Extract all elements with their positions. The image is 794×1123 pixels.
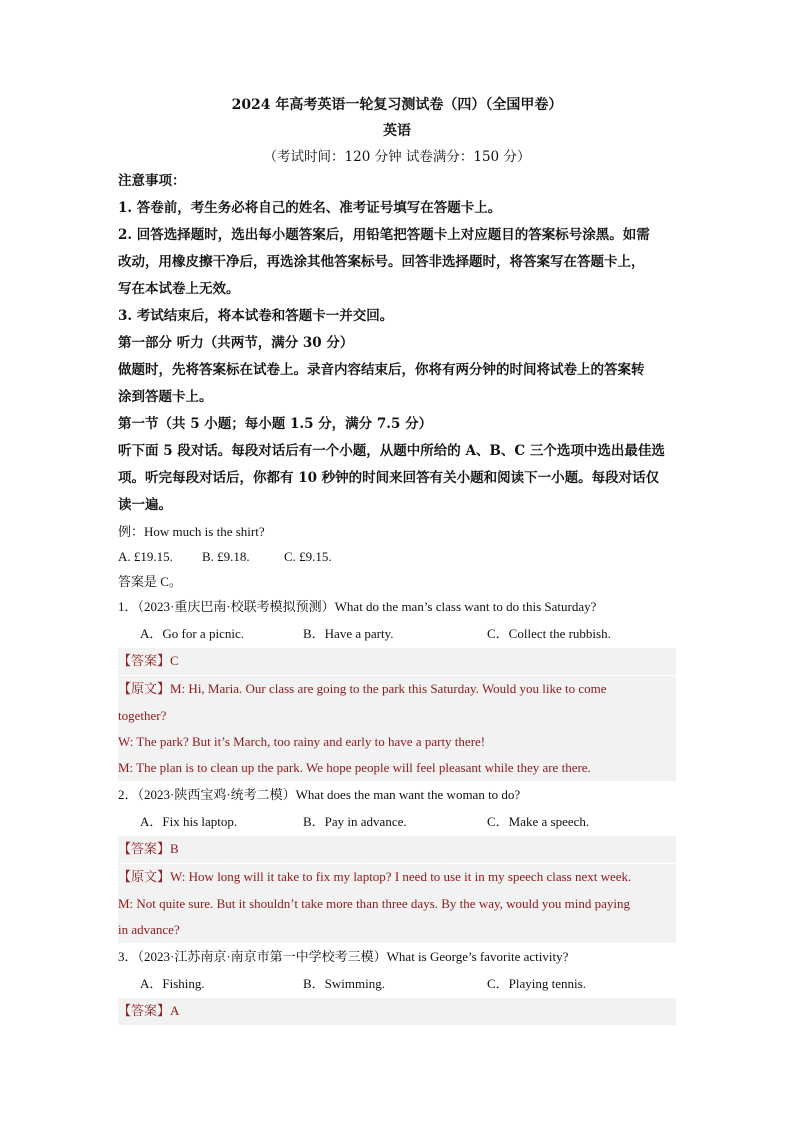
note-line: 2. 回答选择题时，选出每小题答案后，用铅笔把答题卡上对应题目的答案标号涂黑。如需 <box>118 227 650 243</box>
part1-instruction: 涂到答题卡上。 <box>118 389 213 405</box>
transcript-line: W: The park? But it’s March, too rainy and early to have a party there! <box>118 734 486 749</box>
transcript-line: in advance? <box>118 922 180 937</box>
option-c: C．Playing tennis. <box>487 976 586 991</box>
question-options <box>118 808 676 835</box>
example-answer: 答案是 C。 <box>118 574 182 589</box>
transcript-line: together? <box>118 708 167 723</box>
transcript-line: M: The plan is to clean up the park. We hope people will feel pleasant while they are there. <box>118 760 591 775</box>
example-option-a: A. £19.15. <box>118 549 173 564</box>
notes-heading: 注意事项： <box>118 173 186 189</box>
answer-block <box>118 648 676 675</box>
example-option-b: B. £9.18. <box>202 549 250 564</box>
answer-line <box>118 648 676 675</box>
option-b: B．Have a party. <box>303 626 394 641</box>
question-stem: 2．（2023·陕西宝鸡·统考二模）What does the man want the woman to do? <box>118 787 521 802</box>
question-stem: 1．（2023·重庆巴南·校联考模拟预测）What do the man’s class want to do this Saturday? <box>118 599 597 614</box>
section1-heading: 第一节（共 5 小题；每小题 1.5 分，满分 7.5 分） <box>118 416 433 432</box>
option-c: C．Collect the rubbish. <box>487 626 611 641</box>
question-stem: 3．（2023·江苏南京·南京市第一中学校考三模）What is George’s favorite activity? <box>118 949 569 964</box>
answer-block <box>118 836 676 863</box>
page-title: 2024 年高考英语一轮复习测试卷（四）（全国甲卷） <box>231 97 563 113</box>
exam-info: （考试时间：120 分钟 试卷满分：150 分） <box>263 149 531 165</box>
question-options <box>118 970 676 997</box>
example-question: 例：How much is the shirt? <box>118 524 265 539</box>
transcript-block <box>118 676 676 781</box>
example-options <box>118 544 676 569</box>
answer-value: A <box>170 1003 180 1018</box>
option-b: B．Swimming. <box>303 976 385 991</box>
transcript-block <box>118 864 676 943</box>
part1-heading: 第一部分 听力（共两节，满分 30 分） <box>118 335 354 351</box>
transcript-line <box>118 864 676 891</box>
answer-value: C <box>170 653 179 668</box>
transcript-tag: 【原文】 <box>118 870 171 885</box>
option-a: A．Fix his laptop. <box>140 814 238 829</box>
example-option-c: C. £9.15. <box>284 549 332 564</box>
section1-instruction: 听下面 5 段对话。每段对话后有一个小题，从题中所给的 A、B、C 三个选项中选出最佳选 <box>118 443 665 459</box>
question-options <box>118 620 676 647</box>
option-c: C．Make a speech. <box>487 814 590 829</box>
answer-tag: 【答案】 <box>118 842 171 857</box>
option-a: A．Go for a picnic. <box>140 626 244 641</box>
transcript-text: W: How long will it take to fix my laptop? I need to use it in my speech class next week. <box>170 869 632 884</box>
transcript-line <box>118 676 676 703</box>
answer-tag: 【答案】 <box>118 654 171 669</box>
section1-instruction: 项。听完每段对话后，你都有 10 秒钟的时间来回答有关小题和阅读下一小题。每段对话仅 <box>118 470 660 486</box>
section1-instruction: 读一遍。 <box>118 497 172 513</box>
answer-block <box>118 998 676 1025</box>
subject-title: 英语 <box>383 123 411 139</box>
option-a: A．Fishing. <box>140 976 205 991</box>
part1-instruction: 做题时，先将答案标在试卷上。录音内容结束后，你将有两分钟的时间将试卷上的答案转 <box>118 362 645 378</box>
answer-line <box>118 998 676 1025</box>
answer-tag: 【答案】 <box>118 1004 171 1019</box>
note-line: 写在本试卷上无效。 <box>118 281 240 297</box>
answer-value: B <box>170 841 179 856</box>
note-line: 3. 考试结束后，将本试卷和答题卡一并交回。 <box>118 308 394 324</box>
note-line: 1. 答卷前，考生务必将自己的姓名、准考证号填写在答题卡上。 <box>118 200 502 216</box>
option-b: B．Pay in advance. <box>303 814 407 829</box>
transcript-text: M: Hi, Maria. Our class are going to the park this Saturday. Would you like to come <box>170 681 607 696</box>
note-line: 改动，用橡皮擦干净后，再选涂其他答案标号。回答非选择题时，将答案写在答题卡上， <box>118 254 645 270</box>
transcript-tag: 【原文】 <box>118 682 171 697</box>
answer-line <box>118 836 676 863</box>
transcript-line: M: Not quite sure. But it shouldn’t take more than three days. By the way, would you mind paying <box>118 896 630 911</box>
exam-page <box>118 92 676 1026</box>
